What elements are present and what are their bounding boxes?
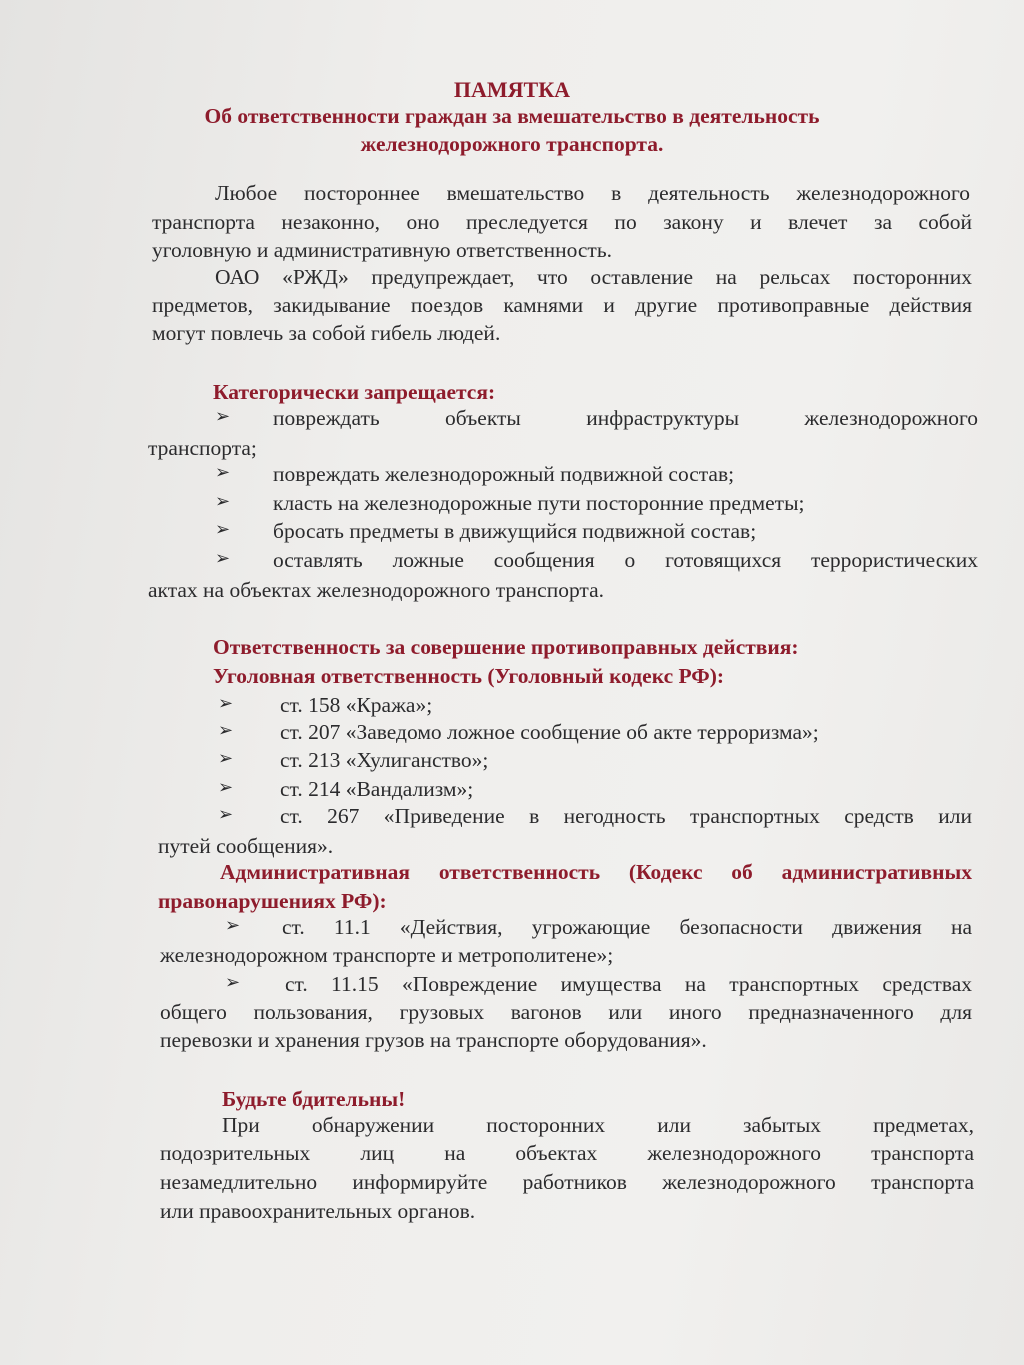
vigilance-line: или правоохранительных органов. bbox=[160, 1199, 476, 1223]
vigilance-line: При обнаружении посторонних или забытых предметах, bbox=[222, 1113, 974, 1137]
intro-line: Любое постороннее вмешательство в деятельность железнодорожного bbox=[215, 181, 970, 205]
prohibited-item: актах на объектах железнодорожного транспорта. bbox=[148, 578, 605, 602]
vigilance-line: незамедлительно информируйте работников железнодорожного транспорта bbox=[160, 1170, 974, 1194]
criminal-article: ст. 213 «Хулиганство»; bbox=[280, 748, 489, 772]
intro-line: предметов, закидывание поездов камнями и другие противоправные действия bbox=[152, 293, 972, 317]
prohibited-item: транспорта; bbox=[148, 436, 257, 460]
prohibited-item: оставлять ложные сообщения о готовящихся террористических bbox=[273, 548, 978, 572]
admin-heading: Административная ответственность (Кодекс об административных bbox=[220, 860, 972, 884]
bullet-arrow-icon: ➢ bbox=[218, 693, 234, 714]
document-title: ПАМЯТКА bbox=[453, 77, 571, 102]
bullet-arrow-icon: ➢ bbox=[218, 748, 234, 769]
bullet-arrow-icon: ➢ bbox=[225, 972, 241, 993]
admin-heading: правонарушениях РФ): bbox=[158, 889, 387, 913]
bullet-arrow-icon: ➢ bbox=[218, 720, 234, 741]
intro-line: уголовную и административную ответственность. bbox=[152, 238, 613, 262]
bullet-arrow-icon: ➢ bbox=[215, 491, 231, 512]
vigilance-heading: Будьте бдительны! bbox=[222, 1087, 406, 1111]
prohibited-item: повреждать объекты инфраструктуры железнодорожного bbox=[273, 406, 978, 430]
admin-article: железнодорожном транспорте и метрополитене»; bbox=[160, 943, 614, 967]
bullet-arrow-icon: ➢ bbox=[218, 804, 234, 825]
subtitle-line: железнодорожного транспорта. bbox=[360, 132, 664, 156]
criminal-article: ст. 158 «Кража»; bbox=[280, 693, 433, 717]
bullet-arrow-icon: ➢ bbox=[225, 915, 241, 936]
bullet-arrow-icon: ➢ bbox=[215, 519, 231, 540]
intro-line: ОАО «РЖД» предупреждает, что оставление на рельсах посторонних bbox=[215, 265, 972, 289]
bullet-arrow-icon: ➢ bbox=[215, 548, 231, 569]
prohibited-heading: Категорически запрещается: bbox=[213, 380, 496, 404]
admin-article: ст. 11.15 «Повреждение имущества на транспортных средствах bbox=[285, 972, 972, 996]
criminal-heading: Уголовная ответственность (Уголовный кодекс РФ): bbox=[213, 664, 725, 688]
criminal-article: ст. 214 «Вандализм»; bbox=[280, 777, 474, 801]
criminal-article: ст. 207 «Заведомо ложное сообщение об акте терроризма»; bbox=[280, 720, 819, 744]
liability-heading: Ответственность за совершение противоправных действия: bbox=[213, 635, 799, 659]
bullet-arrow-icon: ➢ bbox=[215, 462, 231, 483]
admin-article: перевозки и хранения грузов на транспорте оборудования». bbox=[160, 1028, 707, 1052]
admin-article: ст. 11.1 «Действия, угрожающие безопасности движения на bbox=[282, 915, 972, 939]
prohibited-item: бросать предметы в движущийся подвижной состав; bbox=[273, 519, 757, 543]
bullet-arrow-icon: ➢ bbox=[218, 777, 234, 798]
intro-line: могут повлечь за собой гибель людей. bbox=[152, 321, 501, 345]
prohibited-item: класть на железнодорожные пути посторонние предметы; bbox=[273, 491, 805, 515]
prohibited-item: повреждать железнодорожный подвижной состав; bbox=[273, 462, 735, 486]
subtitle-line: Об ответственности граждан за вмешательство в деятельность bbox=[204, 104, 820, 128]
bullet-arrow-icon: ➢ bbox=[215, 406, 231, 427]
criminal-article: ст. 267 «Приведение в негодность транспортных средств или bbox=[280, 804, 972, 828]
admin-article: общего пользования, грузовых вагонов или иного предназначенного для bbox=[160, 1000, 972, 1024]
intro-line: транспорта незаконно, оно преследуется по закону и влечет за собой bbox=[152, 210, 972, 234]
criminal-article: путей сообщения». bbox=[158, 834, 334, 858]
vigilance-line: подозрительных лиц на объектах железнодорожного транспорта bbox=[160, 1141, 974, 1165]
